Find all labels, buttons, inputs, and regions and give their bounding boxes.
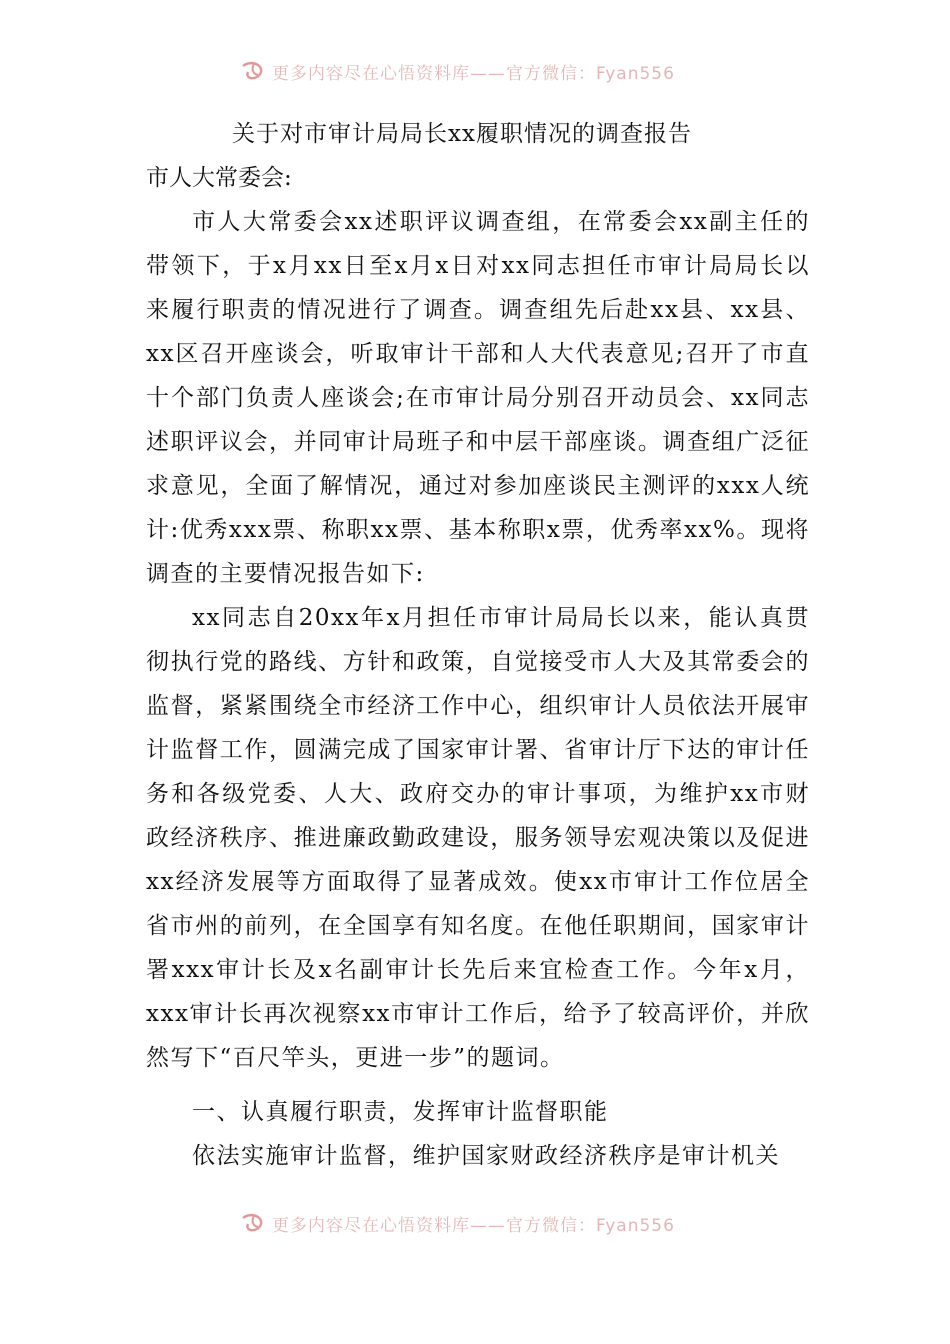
header-watermark [240, 58, 720, 84]
section-heading: 一、认真履行职责，发挥审计监督职能 [192, 1099, 609, 1125]
paragraph-overview: xx同志自20xx年x月担任市审计局局长以来，能认真贯彻执行党的路线、方针和政策，自觉接受市人大及其常委会的监督，紧紧围绕全市经济工作中心，组织审计人员依法开展审计监督工作，圆满完成了国家审计署、省审计厅下达的审计任务和各级党委、人大、政府交办的审计事项，为维护xx市财政经济秩序、推进廉政勤政建设，服务领导宏观决策以及促进xx经济发展等方面取得了显著成效。使xx市审计工作位居全省市州的前列，在全国享有知名度。在他任职期间，国家审计署xxx审计长及x名副审计长先后来宜检查工作。今年x月，xxx审计长再次视察xx市审计工作后，给予了较高评价，并欣然写下“百尺竿头，更进一步”的题词。 [146, 605, 810, 1071]
section-paragraph: 依法实施审计监督，维护国家财政经济秩序是审计机关 [192, 1143, 780, 1169]
paragraph-intro: 市人大常委会xx述职评议调查组，在常委会xx副主任的带领下，于x月xx日至x月x日对xx同志担任市审计局局长以来履行职责的情况进行了调查。调查组先后赴xx县、xx县、xx区召开座谈会，听取审计干部和人大代表意见;召开了市直十个部门负责人座谈会;在市审计局分别召开动员会、xx同志述职评议会，并同审计局班子和中层干部座谈。调查组广泛征求意见，全面了解情况，通过对参加座谈民主测评的xxx人统计:优秀xxx票、称职xx票、基本称职x票，优秀率xx%。现将调查的主要情况报告如下: [146, 209, 810, 587]
document-body [146, 112, 810, 1178]
salutation: 市人大常委会: [146, 165, 292, 191]
document-title: 关于对市审计局局长xx履职情况的调查报告 [232, 121, 692, 147]
brand-logo-icon [240, 60, 266, 82]
footer-watermark [240, 1210, 720, 1236]
brand-logo-icon [240, 1212, 266, 1234]
watermark-text: 更多内容尽在心悟资料库——官方微信：Fyan556 [272, 1215, 675, 1236]
watermark-text: 更多内容尽在心悟资料库——官方微信：Fyan556 [272, 63, 675, 84]
